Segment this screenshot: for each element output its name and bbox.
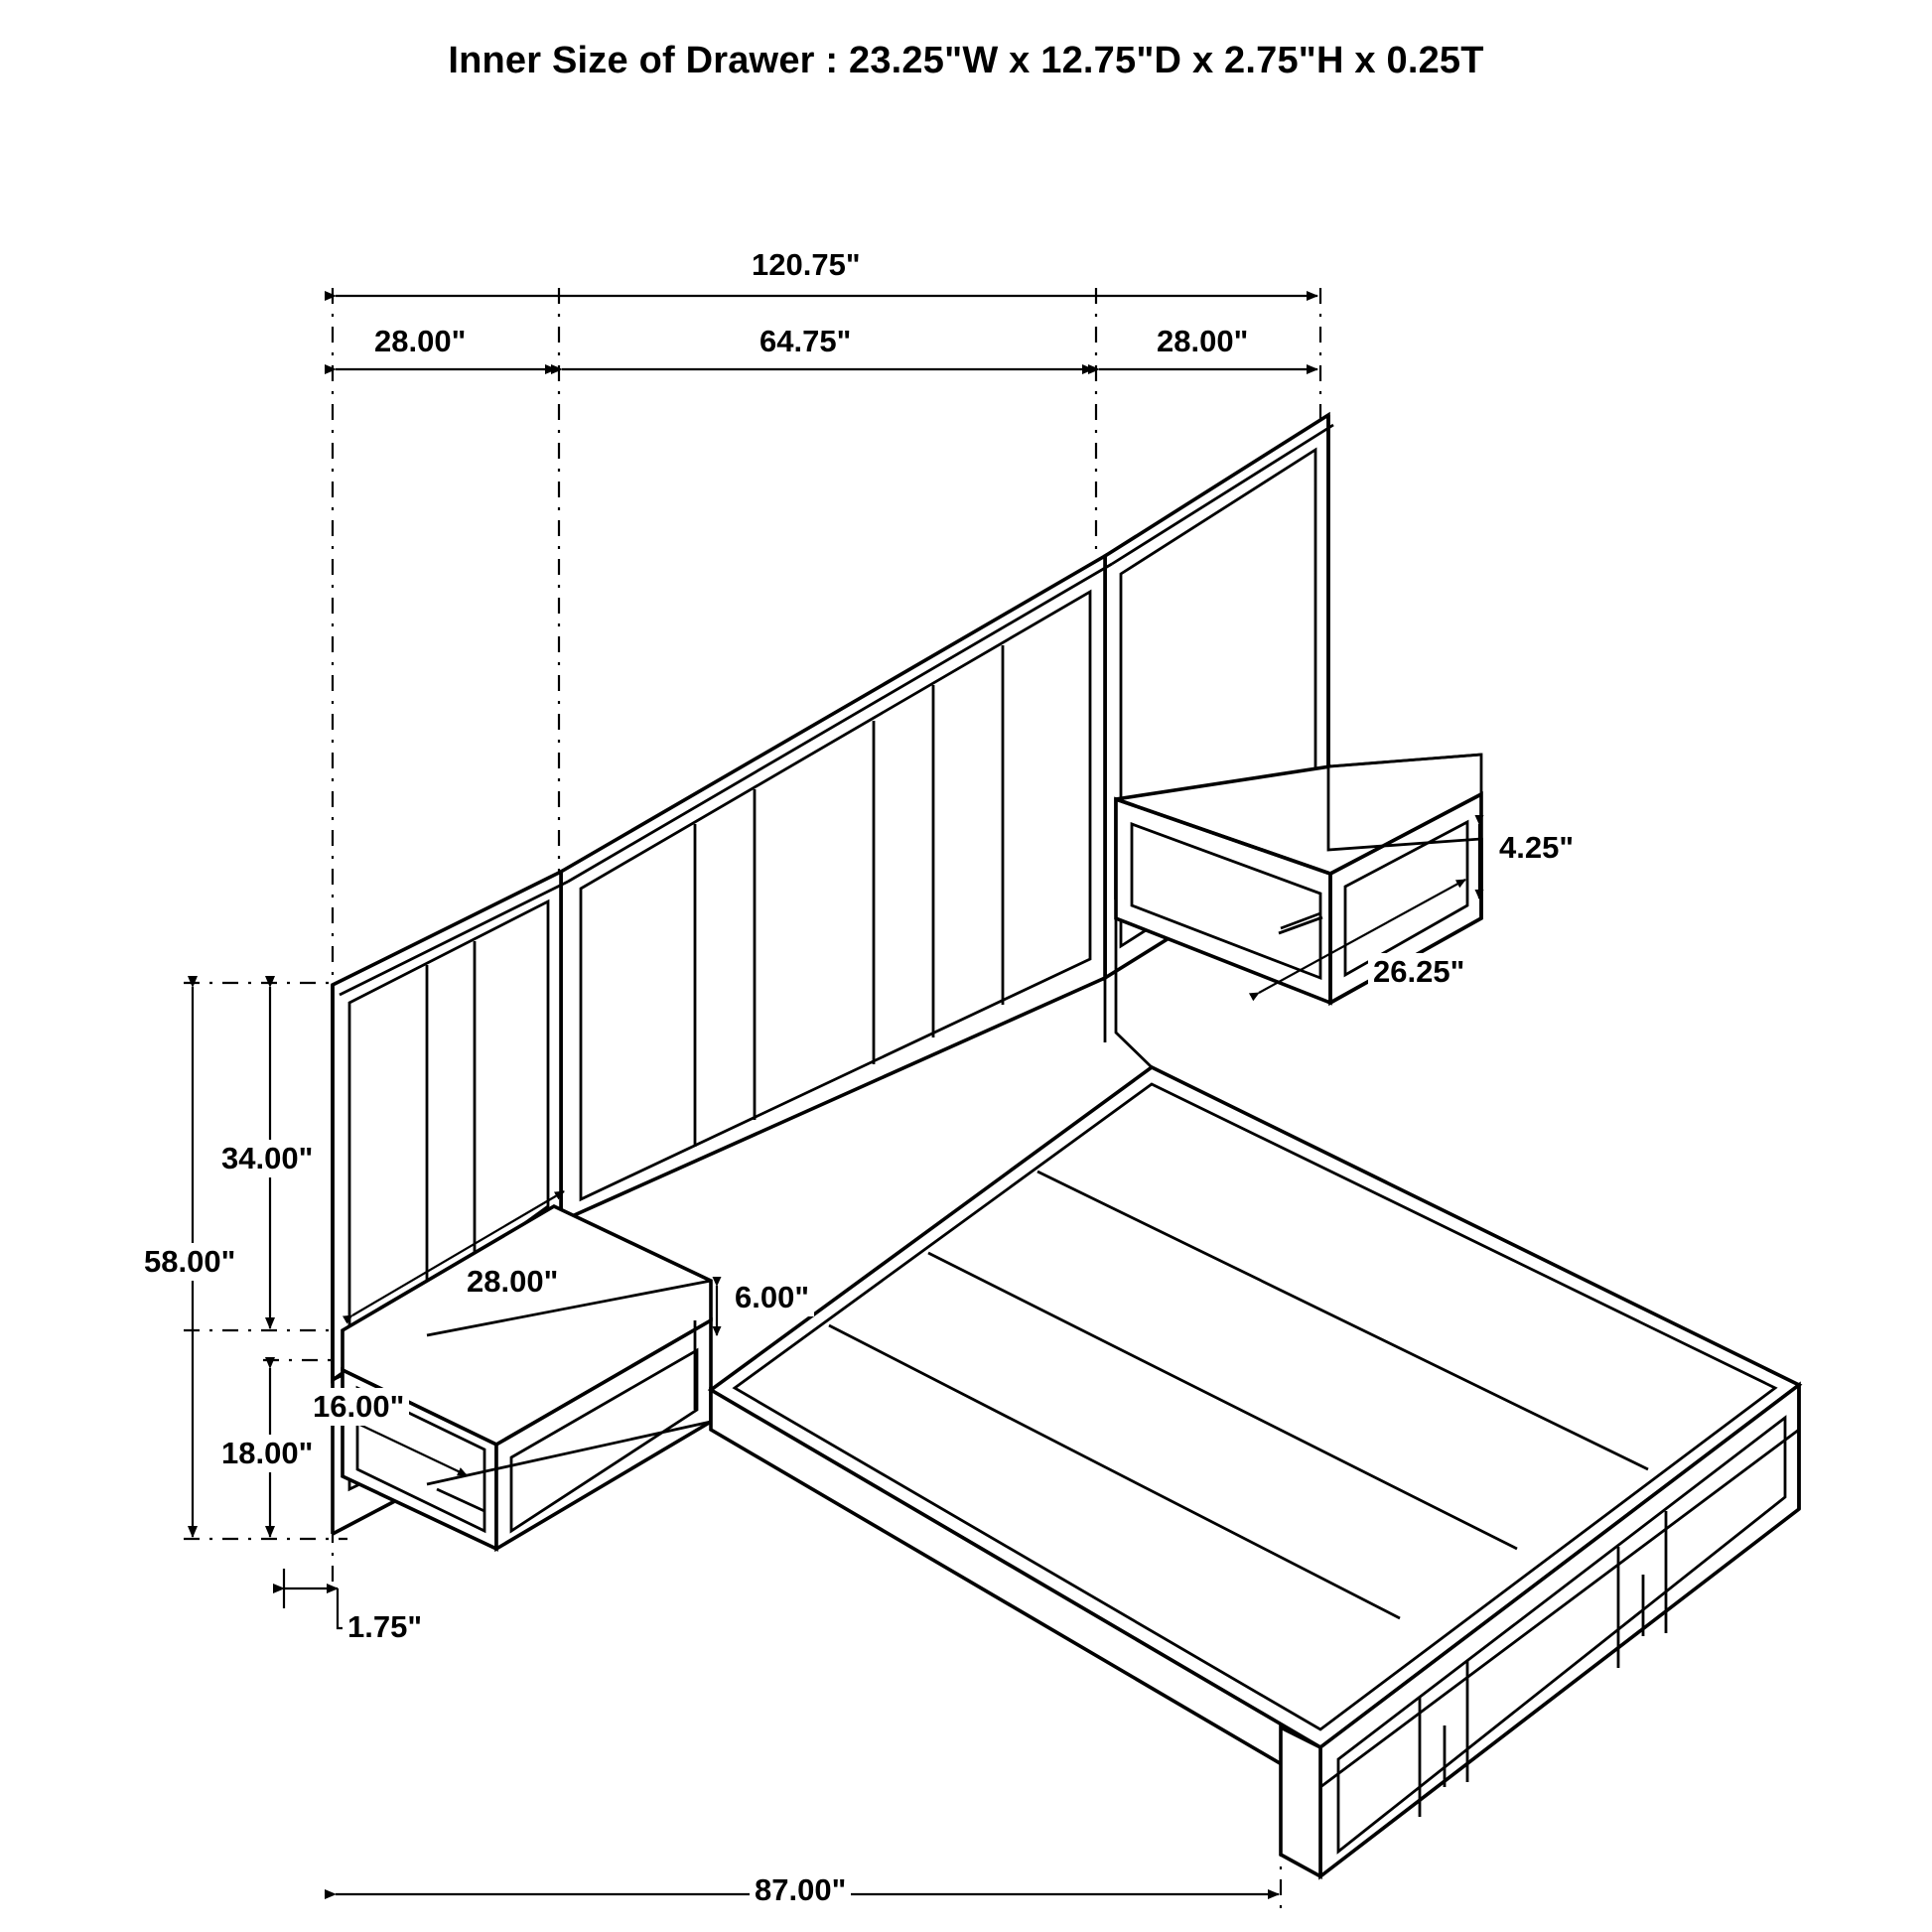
headboard-height-label: 34.00" [216,1140,318,1177]
headboard-center-panel [561,556,1112,1221]
overall-depth-label: 87.00" [750,1871,851,1909]
total-height-label: 58.00" [139,1243,240,1281]
base-height-label: 18.00" [216,1435,318,1472]
foot-offset-label: 1.75" [343,1608,427,1646]
left-nightstand-depth-label: 16.00" [308,1388,409,1426]
page-title: Inner Size of Drawer : 23.25"W x 12.75"D x 2.75"H x 0.25T [448,40,1484,81]
right-nightstand-depth-label: 26.25" [1368,953,1469,991]
bed-platform [711,1067,1799,1747]
right-nightstand-thickness-label: 4.25" [1494,829,1579,867]
overall-width-label: 120.75" [747,246,866,284]
left-nightstand-width-label: 28.00" [462,1263,563,1301]
right-section-width-label: 28.00" [1152,323,1253,360]
center-section-width-label: 64.75" [755,323,856,360]
left-nightstand-thickness-label: 6.00" [730,1279,814,1316]
left-section-width-label: 28.00" [369,323,471,360]
